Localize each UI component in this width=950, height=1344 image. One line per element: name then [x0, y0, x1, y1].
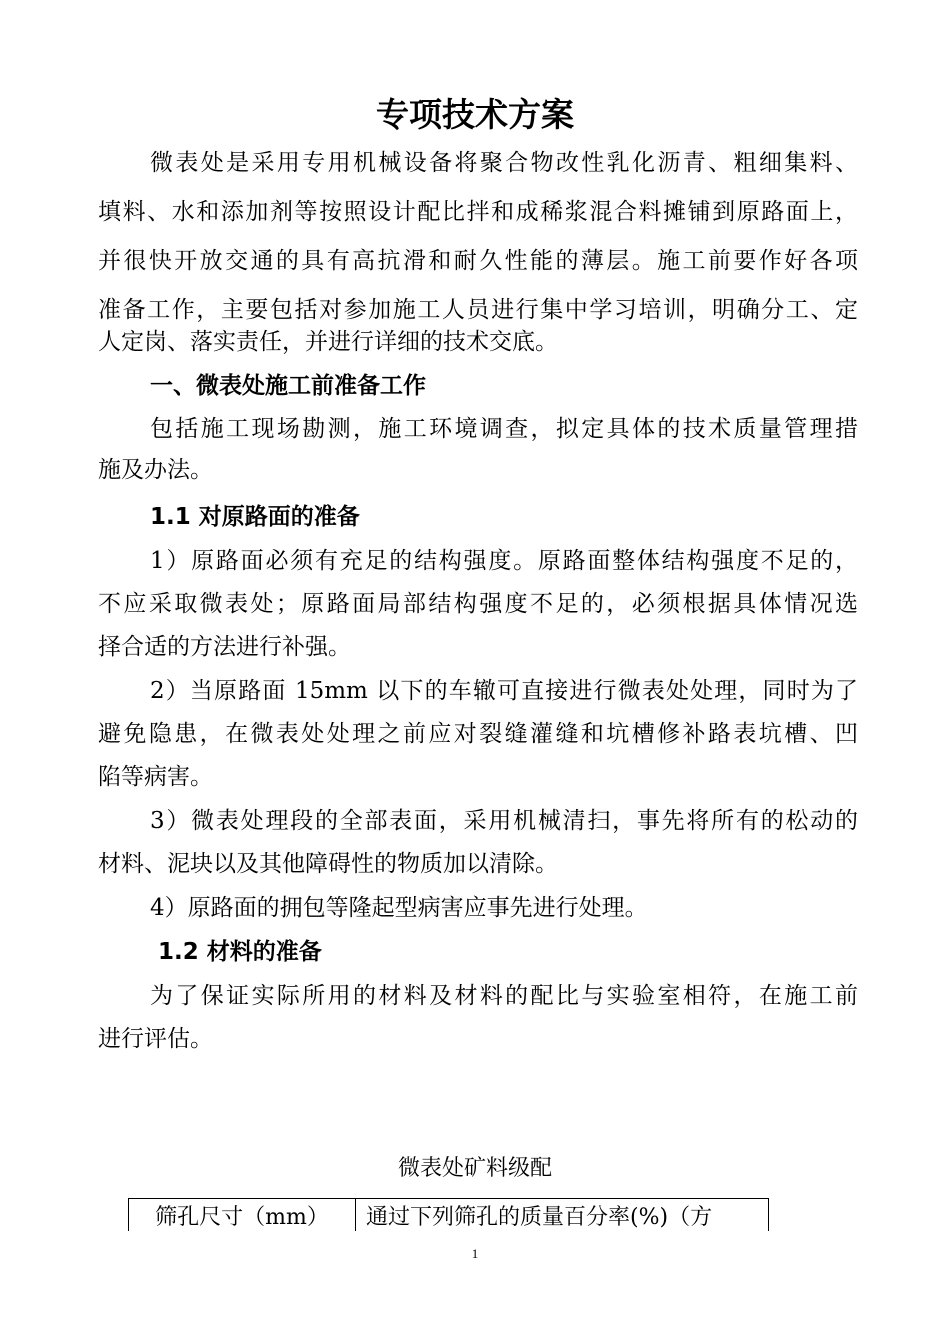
subsection-heading: 1.1 对原路面的准备: [150, 504, 360, 530]
paragraph-line: 3）微表处理段的全部表面，采用机械清扫，事先将所有的松动的: [150, 808, 858, 834]
paragraph-line: 2）当原路面 15mm 以下的车辙可直接进行微表处处理，同时为了: [150, 678, 858, 704]
intro-line: 微表处是采用专用机械设备将聚合物改性乳化沥青、粗细集料、: [150, 150, 858, 176]
paragraph-line: 施及办法。: [98, 457, 213, 483]
document-title: 专项技术方案: [376, 95, 574, 134]
section-heading: 一、微表处施工前准备工作: [150, 373, 426, 399]
paragraph-line: 材料、泥块以及其他障碍性的物质加以清除。: [98, 851, 558, 877]
table-header-row: [129, 1199, 769, 1232]
table-header-cell: 筛孔尺寸（mm）: [129, 1199, 356, 1232]
page-number: 1: [471, 1246, 479, 1261]
paragraph-line: 陷等病害。: [98, 764, 213, 790]
subsection-heading: 1.2 材料的准备: [158, 939, 322, 965]
intro-line: 填料、水和添加剂等按照设计配比拌和成稀浆混合料摊铺到原路面上，: [98, 199, 858, 225]
paragraph-line: 进行评估。: [98, 1026, 213, 1052]
intro-line: 准备工作，主要包括对参加施工人员进行集中学习培训，明确分工、定: [98, 297, 858, 323]
paragraph-line: 为了保证实际所用的材料及材料的配比与实验室相符，在施工前: [150, 983, 858, 1009]
paragraph-line: 4）原路面的拥包等隆起型病害应事先进行处理。: [150, 895, 648, 921]
intro-line: 并很快开放交通的具有高抗滑和耐久性能的薄层。施工前要作好各项: [98, 248, 858, 274]
paragraph-line: 择合适的方法进行补强。: [98, 634, 351, 660]
paragraph-line: 1）原路面必须有充足的结构强度。原路面整体结构强度不足的，: [150, 548, 858, 574]
paragraph-line: 不应采取微表处；原路面局部结构强度不足的，必须根据具体情况选: [98, 591, 858, 617]
table-caption: 微表处矿料级配: [397, 1156, 552, 1181]
gradation-table: [128, 1198, 769, 1231]
intro-line: 人定岗、落实责任，并进行详细的技术交底。: [98, 329, 558, 355]
table-header-cell: 通过下列筛孔的质量百分率(%)（方: [356, 1199, 769, 1232]
paragraph-line: 避免隐患，在微表处处理之前应对裂缝灌缝和坑槽修补路表坑槽、凹: [98, 721, 858, 747]
paragraph-line: 包括施工现场勘测，施工环境调查，拟定具体的技术质量管理措: [150, 416, 858, 442]
